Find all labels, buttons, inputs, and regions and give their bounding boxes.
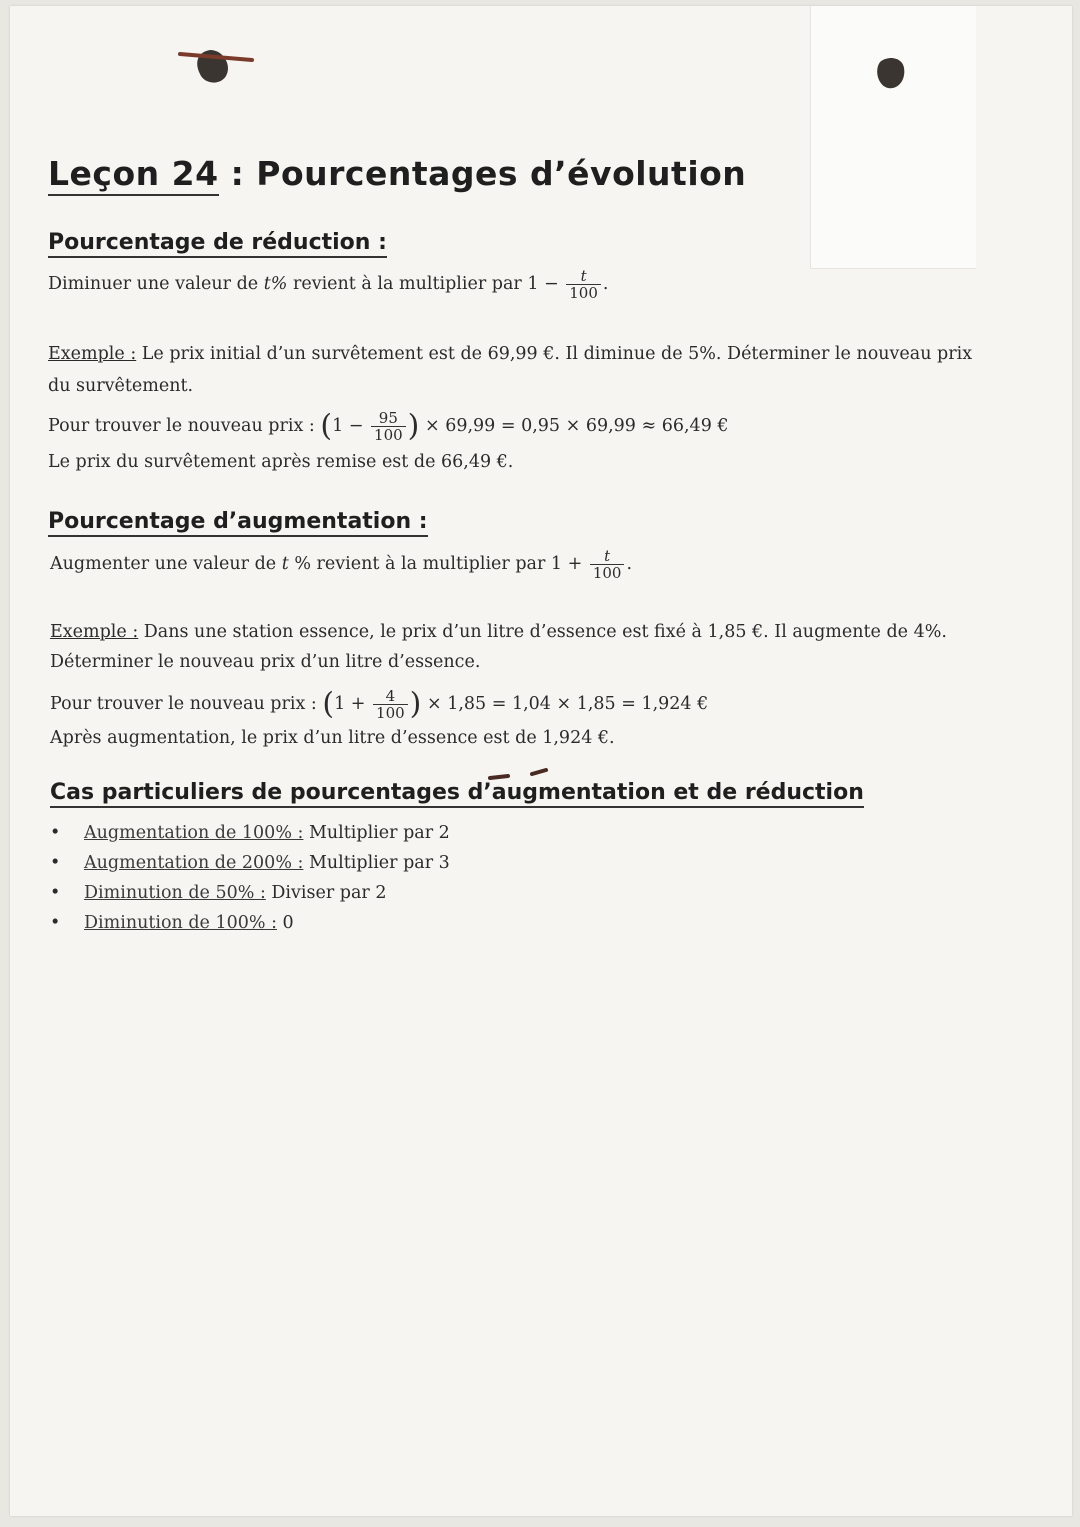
- punch-hole-icon: [872, 50, 912, 100]
- calc-reduction: Pour trouver le nouveau prix : (1 − $\frac{95}{100}$ ) × 69,99 = 0,95 × 69,99 ≈ 66,49 €: [48, 408, 729, 444]
- example-reduction-line1: Exemple : Le prix initial d’un survêtement est de 69,99 €. Il diminue de 5%. Déterminer le nouveau prix: [48, 344, 973, 364]
- conclusion-augmentation: Après augmentation, le prix d’un litre d’essence est de 1,924 €.: [50, 728, 615, 748]
- calc-augmentation: Pour trouver le nouveau prix : (1 + $\frac{4}{100}$ ) × 1,85 = 1,04 × 1,85 = 1,924 €: [50, 686, 709, 722]
- fraction: $\frac{t}{100}$: [590, 548, 625, 581]
- list-item: • Diminution de 100% : 0: [50, 913, 294, 933]
- heading-reduction: Pourcentage de réduction :: [48, 230, 387, 258]
- fraction: $\frac{4}{100}$: [373, 688, 408, 721]
- list-item: • Augmentation de 100% : Multiplier par 2: [50, 823, 450, 843]
- paper-sheet: [10, 6, 1072, 1516]
- list-item: • Diminution de 50% : Diviser par 2: [50, 883, 387, 903]
- example-reduction-line2: du survêtement.: [48, 376, 194, 396]
- list-item: • Augmentation de 200% : Multiplier par 3: [50, 853, 450, 873]
- lesson-title: Leçon 24 : Pourcentages d’évolution: [48, 154, 746, 193]
- fraction: $\frac{t}{100}$: [566, 268, 601, 301]
- rule-reduction: Diminuer une valeur de t% revient à la multiplier par 1 − $\frac{t}{100}$ .: [48, 267, 609, 302]
- blank-panel: [810, 6, 976, 269]
- special-cases-list: [50, 818, 450, 938]
- fraction: $\frac{95}{100}$: [371, 410, 406, 443]
- punch-hole-icon: [160, 38, 260, 108]
- example-augmentation-line1: Exemple : Dans une station essence, le prix d’un litre d’essence est fixé à 1,85 €. Il augmente de 4%.: [50, 622, 947, 642]
- heading-special-cases: Cas particuliers de pourcentages d’augmentation et de réduction: [50, 780, 864, 808]
- example-augmentation-line2: Déterminer le nouveau prix d’un litre d’essence.: [50, 652, 481, 672]
- rule-augmentation: Augmenter une valeur de t % revient à la multiplier par 1 + $\frac{t}{100}$ .: [50, 547, 633, 582]
- heading-augmentation: Pourcentage d’augmentation :: [48, 509, 428, 537]
- conclusion-reduction: Le prix du survêtement après remise est de 66,49 €.: [48, 452, 514, 472]
